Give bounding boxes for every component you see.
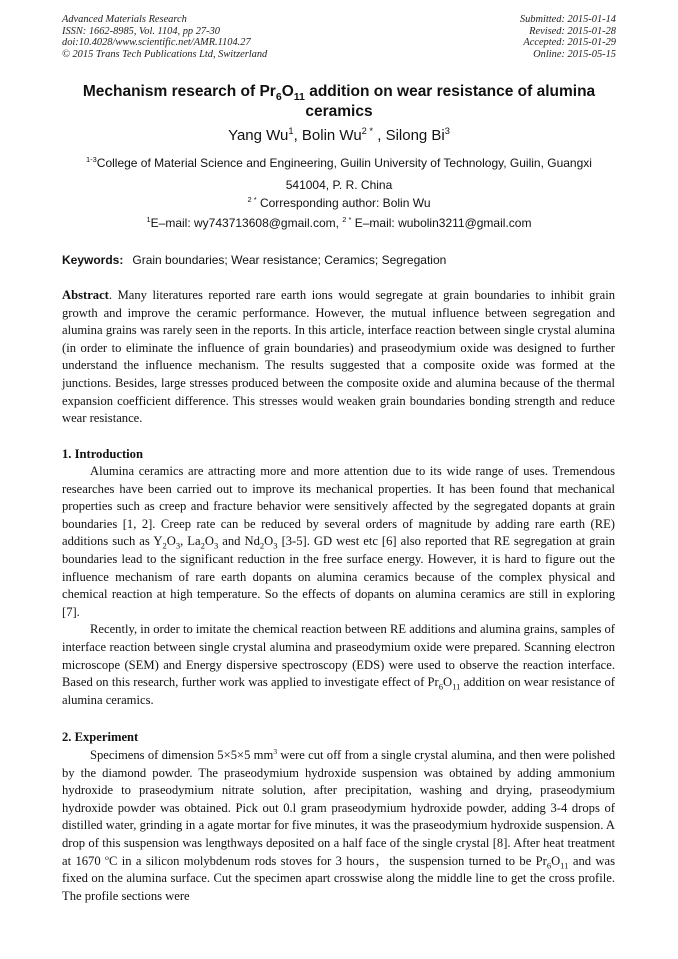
experiment-paragraph-1: Specimens of dimension 5×5×5 $mm^3$ were cut off from a single crystal alumina, and then were polished by the diamond powder. The praseodymium hydroxide suspension was obtained by adding ammonium hydroxide to praseodymium nitrate solution, after precipitation, washing and drying, praseodymium hydroxide powder was obtained. Pick out 0.l gram praseodymium hydroxide powder, adding 3-4 drops of distilled water, grinding in a agate mortar for five minutes, it was the praseodymium hydroxide suspension. A drop of this suspension was lengthways deposited on a half face of the single crystal [8]. After heat treatment at 1670 $^o$C in a silicon molybdenum rods stoves for 3 hours，the suspension turned to be $Pr_6O_{11}$ and was fixed on the alumina surface. Cut the specimen apart crosswise along the middle line to get the cross profile. The profile sections were: [62, 746, 615, 903]
journal-name: Advanced Materials Research: [62, 14, 187, 25]
paper-title: Mechanism research of $Pr_6O_{11}$ addition on wear resistance of alumina ceramics: [82, 83, 596, 120]
keywords: [62, 252, 446, 268]
introduction-paragraph-1: Alumina ceramics are attracting more and more attention due to its wide range of uses. Tremendous researches have been carried out to improve its mechanical properties. It has been found that mechanical properties such as creep and fracture behavior were sensitively affected by the segregated dopants at grain boundaries [1, 2]. Creep rate can be reduced by several orders of magnitude by adding rare earth (RE) additions such as $Y_2O_3$, $La_2O_3$ and $Nd_2O_3$ [3-5]. GD west etc [6] also reported that RE segregation at grain boundaries lead to the significant reduction in the free surface energy. However, it is hard to figure out the influence mechanism of rare earth dopants on alumina ceramics because of the complex physical and chemical reaction at high temperature. So the effects of dopants on alumina ceramics are still in exploring [7].: [62, 464, 615, 619]
journal-issn: ISSN: 1662-8985, Vol. 1104, pp 27-30: [62, 25, 220, 37]
corresponding-author: $^{2 *}$ Corresponding author: Bolin Wu: [247, 195, 431, 210]
section-heading-introduction: 1. Introduction: [62, 447, 143, 461]
introduction-body: [62, 463, 615, 709]
abstract-text: . Many literatures reported rare earth ions would segregate at grain boundaries to inhibit grain growth and improve the ceramic performance. However, the mutual influence between segregation and alumina grains was rarely seen in the reports. In this article, interface reaction between single crystal alumina (in order to eliminate the influence of grain boundaries) and praseodymium oxide was designed to further understand the influence mechanism. The results suggested that a composite oxide was formed at the junctions. Besides, large stresses produced between the composite oxide and alumina because of the thermal expansion coefficient difference. This stresses would weaken grain boundaries bonding strength and reduce wear resistance.: [62, 288, 615, 426]
publication-dates: [520, 14, 616, 60]
date-accepted: Accepted: 2015-01-29: [523, 37, 616, 48]
affiliation: $^{1-3}$College of Material Science and Engineering, Guilin University of Technology, Guilin, Guangxi: [86, 155, 592, 170]
section-heading-experiment: 2. Experiment: [62, 730, 139, 744]
affiliation-address: 541004, P. R. China: [285, 178, 393, 192]
keywords-label: Keywords:: [62, 253, 124, 267]
introduction-paragraph-2: Recently, in order to imitate the chemical reaction between RE additions and alumina grains, samples of interface reaction between single crystal alumina and praseodymium oxide were prepared. Scanning electron microscope (SEM) and Energy dispersive spectroscopy (EDS) were used to observe the reaction interface. Based on this research, further work was applied to investigate effect of $Pr_6O_{11}$ addition on wear resistance of alumina ceramics.: [62, 622, 616, 707]
author-2: Bolin Wu: [301, 127, 362, 144]
author-list: Yang Wu$^1$, Bolin $Wu^{2 *}$ , Silong Bi$^3$: [228, 126, 450, 144]
date-online: Online: 2015-05-15: [533, 48, 616, 60]
date-submitted: Submitted: 2015-01-14: [519, 14, 616, 25]
keywords-text: Grain boundaries; Wear resistance; Ceramics; Segregation: [132, 253, 447, 267]
experiment-body: [62, 747, 615, 905]
journal-doi: doi:10.4028/www.scientific.net/AMR.1104.27: [62, 37, 251, 48]
author-emails: $^1$E–mail: wy743713608@gmail.com, $^{2 *}$ E–mail: wubolin3211@gmail.com: [146, 215, 532, 230]
journal-copyright: © 2015 Trans Tech Publications Ltd, Switzerland: [62, 48, 268, 60]
abstract: [62, 287, 615, 428]
date-revised: Revised: 2015-01-28: [529, 25, 616, 37]
author-3: Silong Bi: [385, 127, 445, 144]
author-1: Yang Wu: [228, 127, 289, 144]
abstract-label: Abstract: [62, 288, 109, 302]
journal-info: [62, 14, 267, 60]
